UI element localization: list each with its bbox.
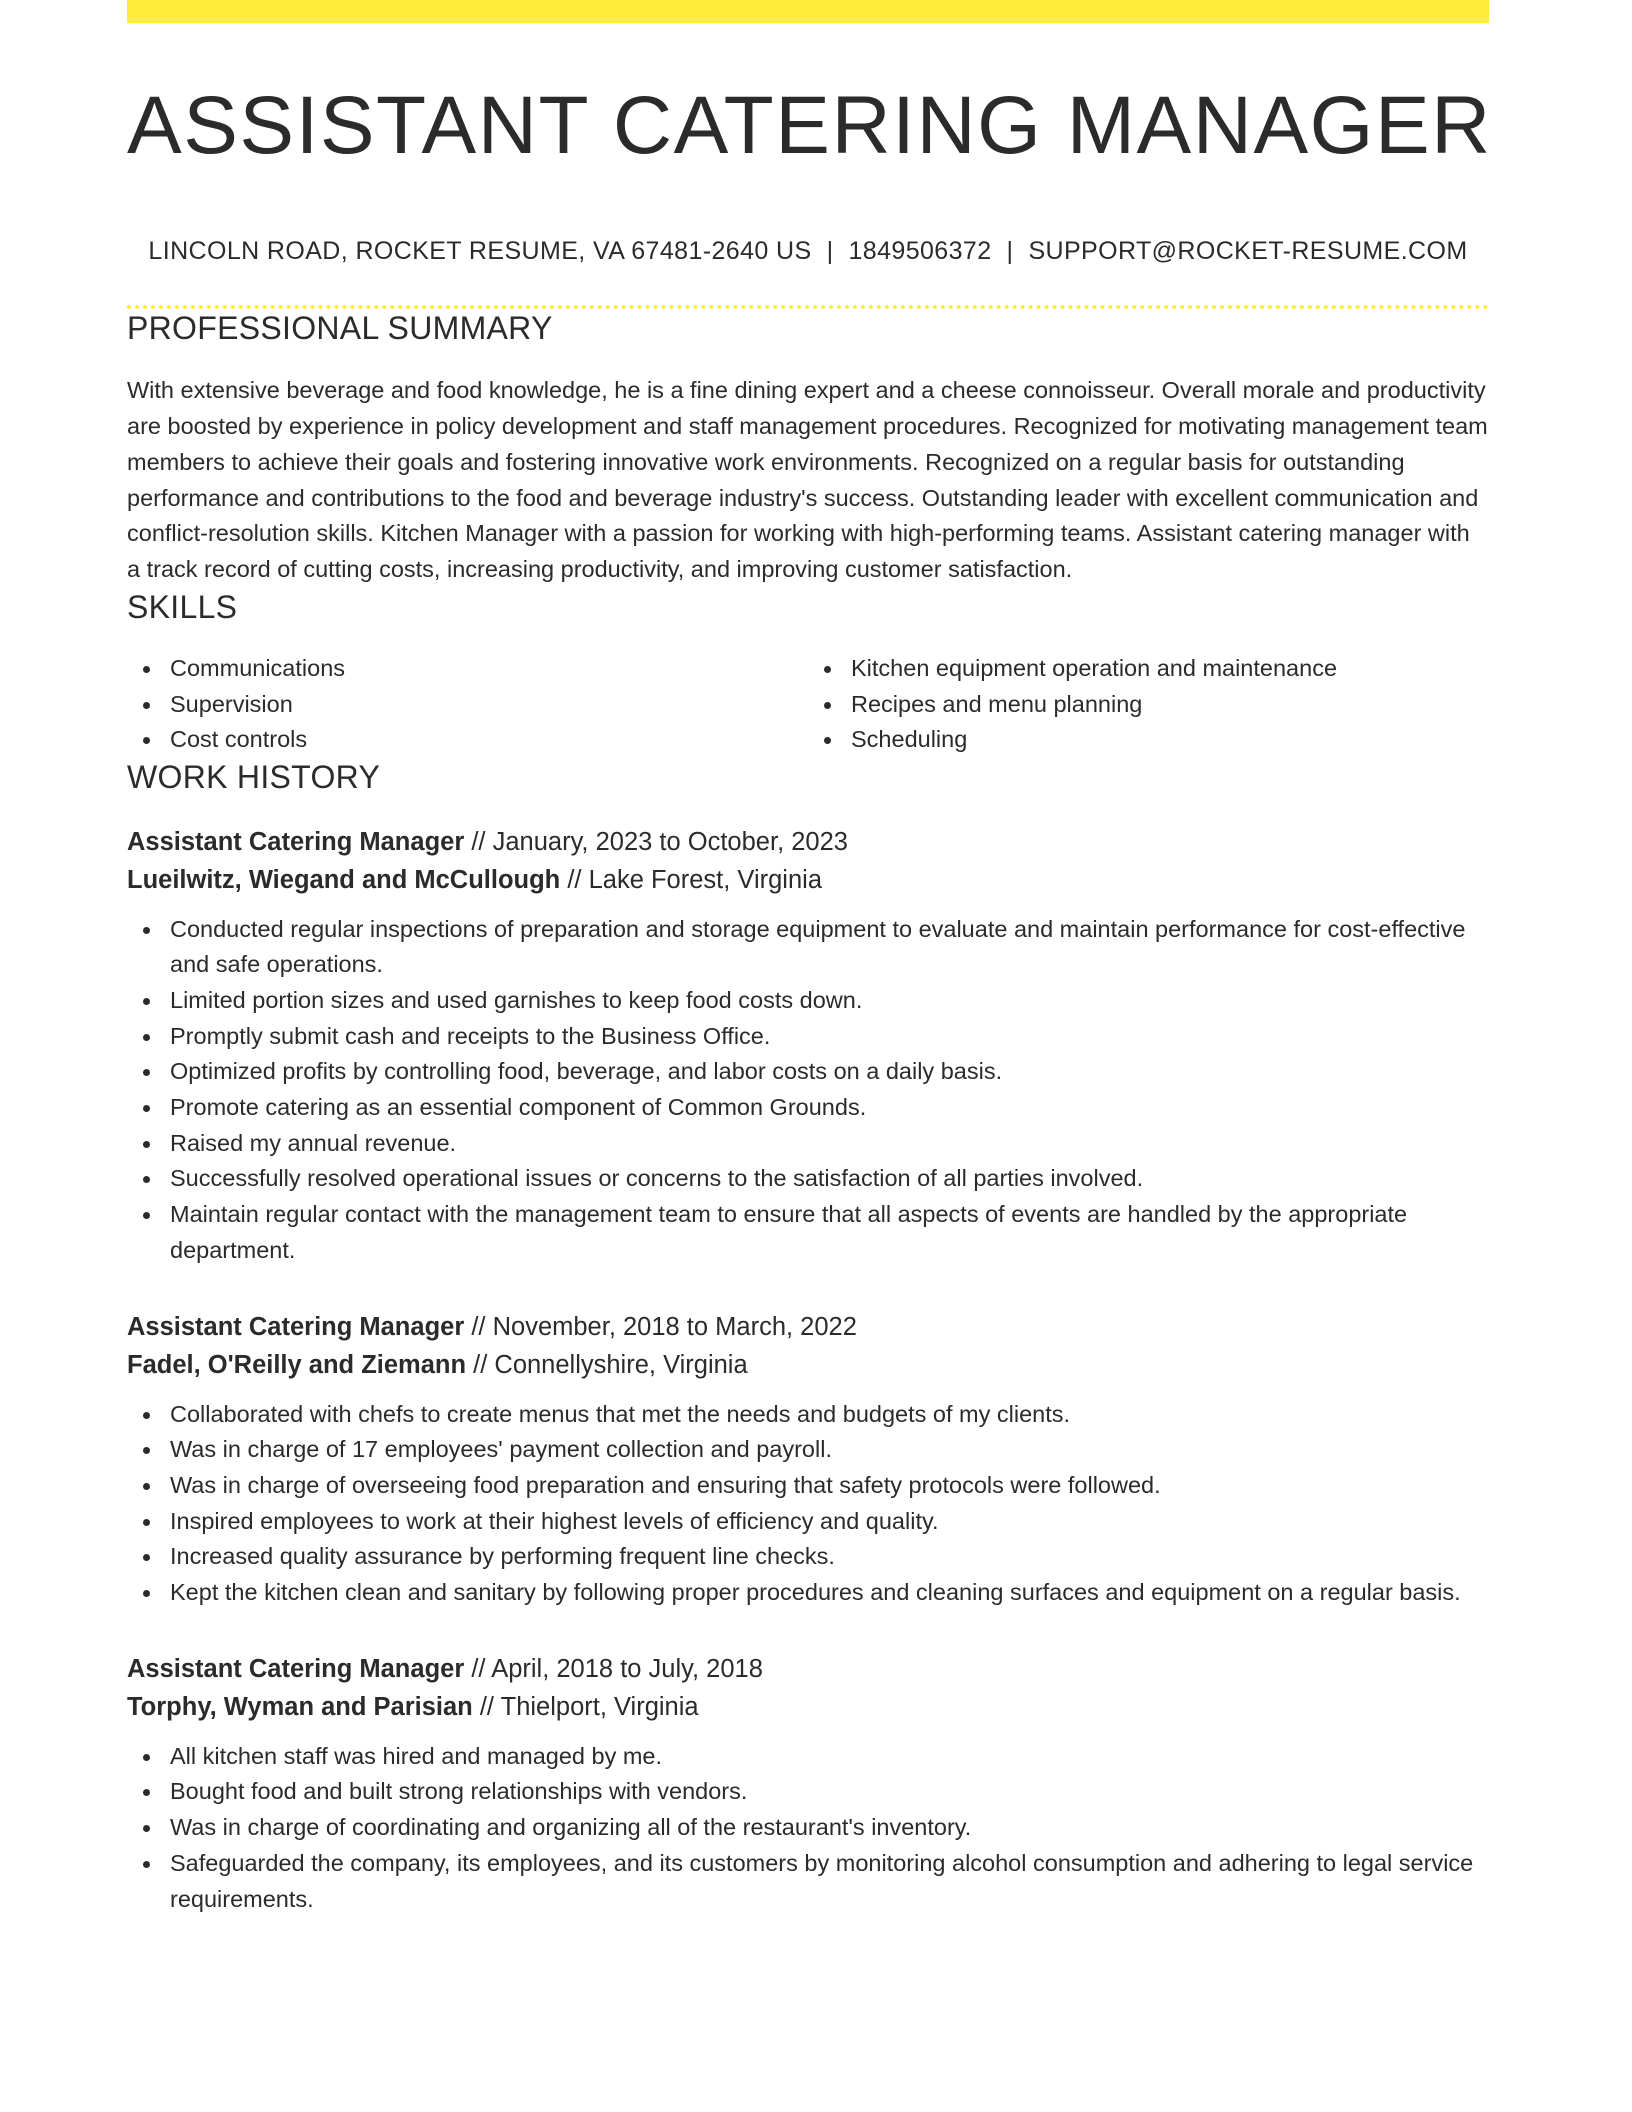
summary-section bbox=[127, 309, 1489, 588]
bullet-icon bbox=[143, 1212, 150, 1219]
job-dates: // November, 2018 to March, 2022 bbox=[464, 1312, 857, 1341]
list-item bbox=[127, 1504, 1489, 1540]
bullet-icon bbox=[824, 737, 831, 744]
job-dates: // January, 2023 to October, 2023 bbox=[464, 827, 848, 856]
contact-separator: | bbox=[826, 237, 834, 265]
skills-column-right bbox=[808, 651, 1489, 758]
list-item-text: All kitchen staff was hired and managed by me. bbox=[170, 1742, 663, 1769]
list-item bbox=[127, 687, 808, 723]
list-item bbox=[808, 651, 1489, 687]
bullet-icon bbox=[143, 1034, 150, 1041]
list-item-text: Kept the kitchen clean and sanitary by following proper procedures and cleaning surfaces and equipment on a regular basis. bbox=[170, 1579, 1461, 1606]
job-location: // Connellyshire, Virginia bbox=[466, 1350, 748, 1379]
bullet-icon bbox=[143, 1141, 150, 1148]
list-item bbox=[127, 1090, 1489, 1126]
job-entry bbox=[127, 1650, 1489, 1918]
resume-name: ASSISTANT CATERING MANAGER bbox=[127, 80, 1492, 171]
list-item bbox=[127, 1846, 1489, 1917]
list-item bbox=[127, 1539, 1489, 1575]
job-company: Fadel, O'Reilly and Ziemann bbox=[127, 1350, 467, 1379]
bullet-icon bbox=[143, 1412, 150, 1419]
list-item-text: Was in charge of overseeing food preparation and ensuring that safety protocols were followed. bbox=[170, 1471, 1161, 1498]
list-item-text: Promptly submit cash and receipts to the Business Office. bbox=[170, 1022, 771, 1049]
bullet-icon bbox=[143, 1176, 150, 1183]
list-item bbox=[127, 1739, 1489, 1775]
bullet-icon bbox=[143, 1483, 150, 1490]
list-item bbox=[127, 1126, 1489, 1162]
job-role: Assistant Catering Manager bbox=[127, 1312, 465, 1341]
job-title-line bbox=[127, 1650, 1489, 1688]
job-location: // Thielport, Virginia bbox=[472, 1692, 699, 1721]
list-item-text: Was in charge of 17 employees' payment collection and payroll. bbox=[170, 1436, 832, 1463]
list-item bbox=[127, 1161, 1489, 1197]
list-item bbox=[127, 1432, 1489, 1468]
job-role: Assistant Catering Manager bbox=[127, 1654, 465, 1683]
list-item-text: Limited portion sizes and used garnishes to keep food costs down. bbox=[170, 986, 863, 1013]
job-company-line bbox=[127, 1688, 1489, 1726]
list-item bbox=[127, 1197, 1489, 1268]
job-company-line bbox=[127, 1346, 1489, 1384]
list-item-text: Scheduling bbox=[851, 726, 968, 753]
job-company: Lueilwitz, Wiegand and McCullough bbox=[127, 865, 561, 894]
list-item-text: Conducted regular inspections of preparation and storage equipment to evaluate and maintain performance for cost-effective and safe operations. bbox=[170, 915, 1466, 978]
job-location: // Lake Forest, Virginia bbox=[560, 865, 823, 894]
list-item-text: Bought food and built strong relationships with vendors. bbox=[170, 1778, 748, 1805]
summary-text: With extensive beverage and food knowledge, he is a fine dining expert and a cheese connoisseur. Overall morale and productivity are boosted by experience in policy development and staff management procedures. Recognized for motivating management team members to achieve their goals and fostering innovative work environments. Recognized on a regular basis for outstanding performance and contributions to the food and beverage industry's success. Outstanding leader with excellent communication and conflict-resolution skills. Kitchen Manager with a passion for working with high-performing teams. Assistant catering manager with a track record of cutting costs, increasing productivity, and improving customer satisfaction. bbox=[127, 377, 1488, 582]
job-duties-list bbox=[127, 912, 1489, 1269]
list-item bbox=[127, 1774, 1489, 1810]
list-item-text: Communications bbox=[170, 655, 346, 681]
list-item bbox=[127, 1575, 1489, 1611]
contact-separator: | bbox=[1006, 237, 1014, 265]
job-role: Assistant Catering Manager bbox=[127, 827, 465, 856]
list-item bbox=[127, 912, 1489, 983]
list-item-text: Supervision bbox=[170, 690, 293, 717]
job-dates: // April, 2018 to July, 2018 bbox=[464, 1654, 763, 1683]
list-item bbox=[127, 983, 1489, 1019]
list-item bbox=[127, 1019, 1489, 1055]
list-item-text: Promote catering as an essential component of Common Grounds. bbox=[170, 1094, 867, 1121]
job-list bbox=[127, 823, 1489, 1918]
job-entry bbox=[127, 1308, 1489, 1611]
list-item-text: Optimized profits by controlling food, beverage, and labor costs on a daily basis. bbox=[170, 1058, 1003, 1085]
bullet-icon bbox=[143, 702, 150, 709]
list-item bbox=[127, 722, 808, 758]
list-item-text: Raised my annual revenue. bbox=[170, 1129, 457, 1156]
bullet-icon bbox=[143, 927, 150, 934]
skills-heading: SKILLS bbox=[127, 588, 238, 625]
work-history-section bbox=[127, 758, 1489, 1917]
bullet-icon bbox=[143, 1754, 150, 1761]
job-title-line bbox=[127, 1308, 1489, 1346]
bullet-icon bbox=[824, 702, 831, 709]
list-item bbox=[127, 1468, 1489, 1504]
skills-section bbox=[127, 588, 1489, 759]
bullet-icon bbox=[143, 666, 150, 673]
list-item bbox=[127, 1397, 1489, 1433]
bullet-icon bbox=[143, 1789, 150, 1796]
job-title-line bbox=[127, 823, 1489, 861]
skills-list-right bbox=[808, 651, 1489, 758]
job-entry bbox=[127, 823, 1489, 1269]
resume-page bbox=[127, 0, 1492, 1917]
list-item-text: Cost controls bbox=[170, 726, 308, 753]
bullet-icon bbox=[143, 1447, 150, 1454]
contact-phone: 1849506372 bbox=[848, 237, 992, 265]
list-item-text: Successfully resolved operational issues or concerns to the satisfaction of all parties involved. bbox=[170, 1165, 1144, 1192]
bullet-icon bbox=[143, 1105, 150, 1112]
bullet-icon bbox=[143, 1861, 150, 1868]
job-company: Torphy, Wyman and Parisian bbox=[127, 1692, 473, 1721]
list-item bbox=[127, 1810, 1489, 1846]
skills-grid bbox=[127, 651, 1489, 758]
contact-email: SUPPORT@ROCKET-RESUME.COM bbox=[1028, 237, 1468, 265]
contact-address: LINCOLN ROAD, ROCKET RESUME, VA 67481-2640 US bbox=[148, 237, 812, 265]
bullet-icon bbox=[143, 1825, 150, 1832]
skills-column-left bbox=[127, 651, 808, 758]
list-item bbox=[127, 1054, 1489, 1090]
bullet-icon bbox=[143, 1590, 150, 1597]
work-history-heading: WORK HISTORY bbox=[127, 759, 381, 796]
skills-list-left bbox=[127, 651, 808, 758]
bullet-icon bbox=[143, 1519, 150, 1526]
list-item-text: Increased quality assurance by performing frequent line checks. bbox=[170, 1543, 835, 1570]
list-item bbox=[808, 687, 1489, 723]
list-item-text: Collaborated with chefs to create menus that met the needs and budgets of my clients. bbox=[170, 1400, 1071, 1427]
bullet-icon bbox=[143, 1069, 150, 1076]
job-duties-list bbox=[127, 1739, 1489, 1918]
list-item-text: Kitchen equipment operation and maintenance bbox=[851, 655, 1338, 681]
job-company-line bbox=[127, 861, 1489, 899]
bullet-icon bbox=[143, 998, 150, 1005]
list-item bbox=[127, 651, 808, 687]
list-item-text: Maintain regular contact with the management team to ensure that all aspects of events are handled by the appropriate department. bbox=[170, 1201, 1408, 1263]
job-duties-list bbox=[127, 1397, 1489, 1611]
contact-line bbox=[127, 237, 1489, 266]
list-item bbox=[808, 722, 1489, 758]
top-accent-bar bbox=[127, 0, 1489, 23]
bullet-icon bbox=[824, 666, 831, 673]
list-item-text: Safeguarded the company, its employees, and its customers by monitoring alcohol consumption and adhering to legal service requirements. bbox=[170, 1849, 1474, 1912]
list-item-text: Was in charge of coordinating and organizing all of the restaurant's inventory. bbox=[170, 1814, 972, 1841]
list-item-text: Inspired employees to work at their highest levels of efficiency and quality. bbox=[170, 1507, 939, 1534]
list-item-text: Recipes and menu planning bbox=[851, 690, 1143, 717]
bullet-icon bbox=[143, 737, 150, 744]
summary-heading: PROFESSIONAL SUMMARY bbox=[127, 310, 553, 346]
bullet-icon bbox=[143, 1554, 150, 1561]
